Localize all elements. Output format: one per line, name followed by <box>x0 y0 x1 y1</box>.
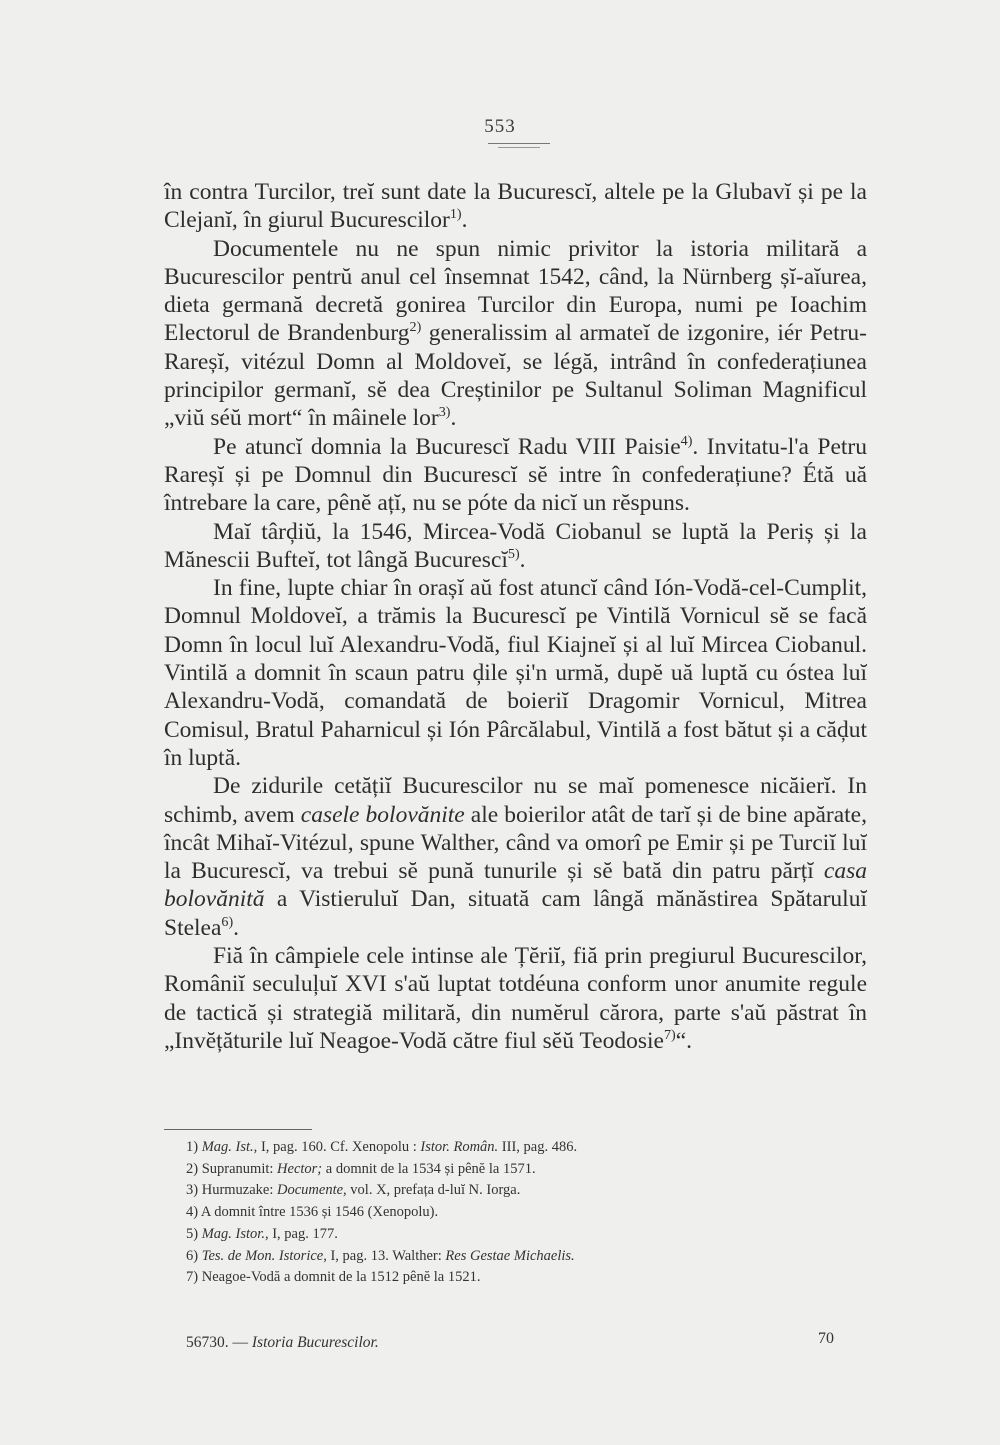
footnote-1 <box>186 1137 826 1159</box>
paragraph-1 <box>164 178 867 235</box>
paragraph-3 <box>164 433 867 518</box>
italic-term: casa bolovănită <box>164 858 867 913</box>
footnote-text: III, pag. 486. <box>498 1139 578 1155</box>
footnote-6 <box>186 1246 826 1268</box>
footer-code: 56730. — <box>186 1334 252 1351</box>
footnote-text: Hurmuzake: <box>201 1182 278 1199</box>
footnote-ref: 5) <box>507 546 520 563</box>
paragraph-text: De zidurile cetățiĭ Bucurescilor nu se maĭ pomenesce nicăierĭ. In schimb, avem <box>164 773 867 828</box>
paragraph-tail: a Vistieruluĭ Dan, situată cam lângă mănăstirea Spătaruluĭ Stelea <box>164 886 867 941</box>
paragraph-5 <box>164 574 867 772</box>
footnote-separator <box>164 1129 312 1130</box>
footnote-number: 6) <box>186 1247 199 1264</box>
footnote-text: I, pag. 177. <box>268 1225 338 1242</box>
paragraph-text: în contra Turcilor, treĭ sunt date la Bucurescĭ, altele pe la Glubavĭ și pe la Clejanĭ, în giurul Bucurescilor <box>164 179 867 234</box>
footnote-ref: 7) <box>663 1027 676 1044</box>
footnote-number: 2) <box>186 1160 199 1177</box>
footnote-ref: 3) <box>438 404 451 421</box>
footer-signature <box>186 1334 379 1352</box>
paragraph-4 <box>164 518 867 575</box>
footnote-ref: 2) <box>409 319 422 336</box>
page-number-rule-secondary <box>498 147 540 148</box>
footnote-5 <box>186 1224 826 1246</box>
footnote-number: 3) <box>186 1182 199 1199</box>
paragraph-text: Maĭ târḑiŭ, la 1546, Mircea-Vodă Ciobanul se luptă la Periș și la Mănescii Bufteĭ, tot lângă Bucurescĭ <box>164 518 867 573</box>
footnote-ref: 6) <box>221 913 234 930</box>
paragraph-tail: . <box>450 405 457 432</box>
footnote-4 <box>186 1202 826 1224</box>
paragraph-tail: . <box>519 546 526 573</box>
italic-term: casele bolovănite <box>300 801 465 828</box>
paragraph-tail: generalissim al armateĭ de izgonire, iér Petru-Rareșĭ, vitézul Domn al Moldoveĭ, se légă, intrând în confederațiunea principilor germanĭ, sĕ dea Creștinilor pe Sultanul Soliman Magnificul „viŭ séŭ mort“ în mâinele lor <box>164 320 867 432</box>
footnote-ref: 1) <box>449 206 462 223</box>
footer-sheet-number: 70 <box>818 1330 834 1347</box>
paragraph-2 <box>164 235 867 433</box>
footnote-italic: Mag. Ist., <box>201 1139 258 1155</box>
footnote-number: 7) <box>186 1269 199 1286</box>
footnote-number: 1) <box>186 1139 199 1155</box>
page-number: 553 <box>484 116 516 137</box>
paragraph-tail: . <box>461 207 468 234</box>
paragraph-text: Pe atuncĭ domnia la Bucurescĭ Radu VIII Paisie <box>213 433 681 460</box>
footnote-text: a domnit de la 1534 și pênĕ la 1571. <box>322 1160 536 1177</box>
footnote-number: 4) <box>186 1204 199 1221</box>
footnote-italic: Documente, <box>277 1182 347 1199</box>
paragraph-text: Fiă în câmpiele cele intinse ale Țĕriĭ, fiă prin pregiurul Bucurescilor, Româniĭ seculuļuĭ XVI s'aŭ luptat totdéuna conform unor anumite regule de tactică și strategiă militară, din numĕrul cărora, parte s'aŭ păstrat în „Invĕțăturile luĭ Neagoe-Vodă către fiul sĕŭ Teodosie <box>164 943 867 1054</box>
footnote-italic: Res Gestae Michaelis. <box>445 1247 575 1264</box>
paragraph-6 <box>164 772 867 942</box>
footnote-number: 5) <box>186 1225 199 1242</box>
footnote-text: Neagoe-Vodă a domnit de la 1512 pênĕ la 1521. <box>201 1269 481 1286</box>
footnote-text: I, pag. 160. Cf. Xenopolu : <box>257 1139 421 1155</box>
footnote-text: I, pag. 13. Walther: <box>326 1247 446 1264</box>
footnote-italic: Tes. de Mon. Istorice, <box>201 1247 327 1264</box>
paragraph-tail: ale boierilor atât de tarĭ și de bine apărate, încât Mihaĭ-Vitézul, spune Walther, când va omorî pe Emir și pe Turciĭ luĭ la Bucurescĭ, va trebui sĕ pună tunurile și sĕ bată din patru părțĭ <box>164 801 867 885</box>
footnote-3 <box>186 1180 826 1202</box>
paragraph-tail: . <box>233 914 240 941</box>
footnote-text: Supranumit: <box>201 1160 278 1177</box>
footnote-italic: Hector; <box>277 1160 323 1177</box>
footnote-text: vol. X, prefața d-luĭ N. Iorga. <box>346 1182 521 1199</box>
footnote-ref: 4) <box>680 432 693 449</box>
paragraph-text: Documentele nu ne spun nimic privitor la istoria militară a Bucurescilor pentrŭ anul cel însemnat 1542, când, la Nürnberg șĭ-aĭurea, dieta germană decretă gonirea Turcilor din Europa, numi pe Ioachim Electorul de Brandenburg <box>164 235 867 347</box>
footnotes-list <box>186 1137 826 1289</box>
footnote-italic: Istor. Român. <box>420 1139 499 1155</box>
paragraph-7 <box>164 942 867 1055</box>
paragraph-text: In fine, lupte chiar în orașĭ aŭ fost atuncĭ când Ión-Vodă-cel-Cumplit, Domnul Moldoveĭ, a trămis la Bucurescĭ pe Vintilă Vornicul sĕ se facă Domn în locul luĭ Alexandru-Vodă, fiul Kiajneĭ și al luĭ Mircea Ciobanul. Vintilă a domnit în scaun patru ḑile și'n urmă, dupĕ uă luptă cu óstea luĭ Alexandru-Vodă, comandată de boieriĭ Dragomir Vornicul, Mitrea Comisul, Bratul Paharnicul și Ión Pârcălabul, Vintilă a fost bătut și a căḑut în luptă. <box>164 575 867 771</box>
page-number-rule <box>488 143 550 144</box>
paragraph-tail: “. <box>675 1027 692 1054</box>
footnote-2 <box>186 1159 826 1181</box>
footnote-italic: Mag. Istor., <box>201 1225 269 1242</box>
footer-title: Istoria Bucurescilor. <box>251 1334 379 1351</box>
paragraph-tail: . Invitatu-l'a Petru Rareșĭ și pe Domnul din Bucurescĭ sĕ intre în confederațiune? Étă uă întrebare la care, pênĕ ațĭ, nu se póte da nicĭ un rĕspuns. <box>164 433 867 517</box>
footnote-text: A domnit între 1536 și 1546 (Xenopolu). <box>200 1204 439 1221</box>
footnote-7 <box>186 1267 826 1289</box>
body-text <box>164 178 867 1055</box>
